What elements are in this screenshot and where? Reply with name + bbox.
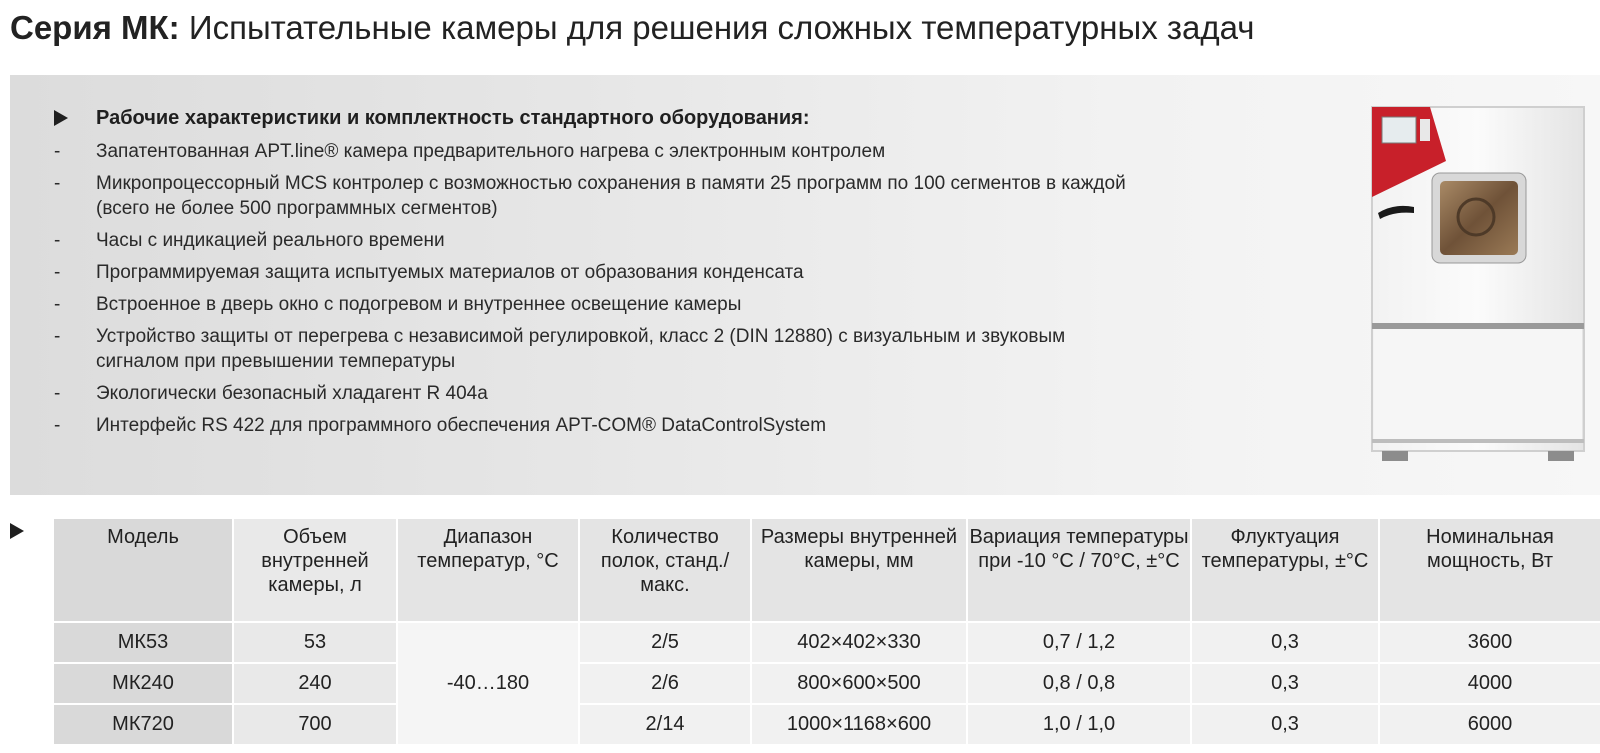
door-gap <box>1372 323 1584 329</box>
header-temp-range: Диапазон температур, °С <box>397 518 579 622</box>
cell-model: МК240 <box>53 663 233 704</box>
header-fluctuation: Флуктуация температуры, ±°С <box>1191 518 1379 622</box>
feature-text: Устройство защиты от перегрева с независимой регулировкой, класс 2 (DIN 12880) с визуальным и звуковым сигналом при превышении температуры <box>96 326 1066 372</box>
header-dimensions: Размеры внутренней камеры, мм <box>751 518 967 622</box>
dash-bullet: - <box>54 230 61 251</box>
feature-item <box>54 260 1136 285</box>
feature-text: Микропроцессорный MCS контролер с возможностью сохранения в памяти 25 программ по 100 сегментов в каждой (всего не более 500 программных сегментов) <box>96 173 1126 219</box>
cell-variation: 1,0 / 1,0 <box>967 704 1191 745</box>
triangle-bullet-icon <box>54 110 68 126</box>
features-list <box>54 139 1136 445</box>
header-model: Модель <box>53 518 233 622</box>
dash-bullet: - <box>54 326 61 347</box>
header-power: Номинальная мощность, Вт <box>1379 518 1600 622</box>
table-row <box>53 622 1600 663</box>
cell-dimensions: 800×600×500 <box>751 663 967 704</box>
cell-temp-range: -40…180 <box>397 622 579 745</box>
dash-bullet: - <box>54 415 61 436</box>
dash-bullet: - <box>54 294 61 315</box>
dash-bullet: - <box>54 262 61 283</box>
header-volume: Объем внутренней камеры, л <box>233 518 397 622</box>
cell-volume: 240 <box>233 663 397 704</box>
cell-volume: 700 <box>233 704 397 745</box>
window-glass <box>1440 181 1518 255</box>
cell-fluctuation: 0,3 <box>1191 663 1379 704</box>
title-description: Испытательные камеры для решения сложных температурных задач <box>179 9 1255 46</box>
features-heading-text: Рабочие характеристики и комплектность стандартного оборудования: <box>96 107 810 129</box>
features-heading <box>54 105 810 131</box>
cell-volume: 53 <box>233 622 397 663</box>
foot-left <box>1382 451 1408 461</box>
dash-bullet: - <box>54 141 61 162</box>
table-row <box>53 663 1600 704</box>
cell-shelves: 2/6 <box>579 663 751 704</box>
cell-fluctuation: 0,3 <box>1191 622 1379 663</box>
specifications-table <box>52 517 1600 746</box>
cell-dimensions: 402×402×330 <box>751 622 967 663</box>
header-shelves: Количество полок, станд./макс. <box>579 518 751 622</box>
feature-text: Встроенное в дверь окно с подогревом и внутреннее освещение камеры <box>96 294 742 315</box>
dash-bullet: - <box>54 173 61 194</box>
dash-bullet: - <box>54 383 61 404</box>
feature-item <box>54 324 1136 374</box>
cell-dimensions: 1000×1168×600 <box>751 704 967 745</box>
cell-fluctuation: 0,3 <box>1191 704 1379 745</box>
feature-item <box>54 228 1136 253</box>
table-header-row <box>53 518 1600 622</box>
feature-text: Интерфейс RS 422 для программного обеспечения APT-COM® DataControlSystem <box>96 415 827 436</box>
title-series: Серия МК: <box>10 9 180 46</box>
lower-panel <box>1374 329 1582 443</box>
feature-text: Программируемая защита испытуемых материалов от образования конденсата <box>96 262 804 283</box>
base-line <box>1372 439 1584 443</box>
cell-power: 4000 <box>1379 663 1600 704</box>
test-chamber-image <box>1370 101 1590 469</box>
feature-item <box>54 413 1136 438</box>
cell-model: МК53 <box>53 622 233 663</box>
control-buttons <box>1420 119 1430 141</box>
feature-item <box>54 139 1136 164</box>
cell-model: МК720 <box>53 704 233 745</box>
feature-item <box>54 381 1136 406</box>
cell-power: 6000 <box>1379 704 1600 745</box>
cell-variation: 0,7 / 1,2 <box>967 622 1191 663</box>
cell-shelves: 2/14 <box>579 704 751 745</box>
header-variation: Вариация температуры при -10 °С / 70°С, ±°С <box>967 518 1191 622</box>
cell-power: 3600 <box>1379 622 1600 663</box>
control-display <box>1382 117 1416 143</box>
feature-item <box>54 292 1136 317</box>
feature-text: Часы с индикацией реального времени <box>96 230 445 251</box>
cell-variation: 0,8 / 0,8 <box>967 663 1191 704</box>
feature-text: Запатентованная APT.line® камера предварительного нагрева с электронным контролем <box>96 141 886 162</box>
features-panel <box>10 75 1600 495</box>
foot-right <box>1548 451 1574 461</box>
cell-shelves: 2/5 <box>579 622 751 663</box>
page-title <box>10 6 1254 50</box>
table-triangle-icon <box>10 523 24 539</box>
feature-item <box>54 171 1136 221</box>
feature-text: Экологически безопасный хладагент R 404a <box>96 383 488 404</box>
table-row <box>53 704 1600 745</box>
